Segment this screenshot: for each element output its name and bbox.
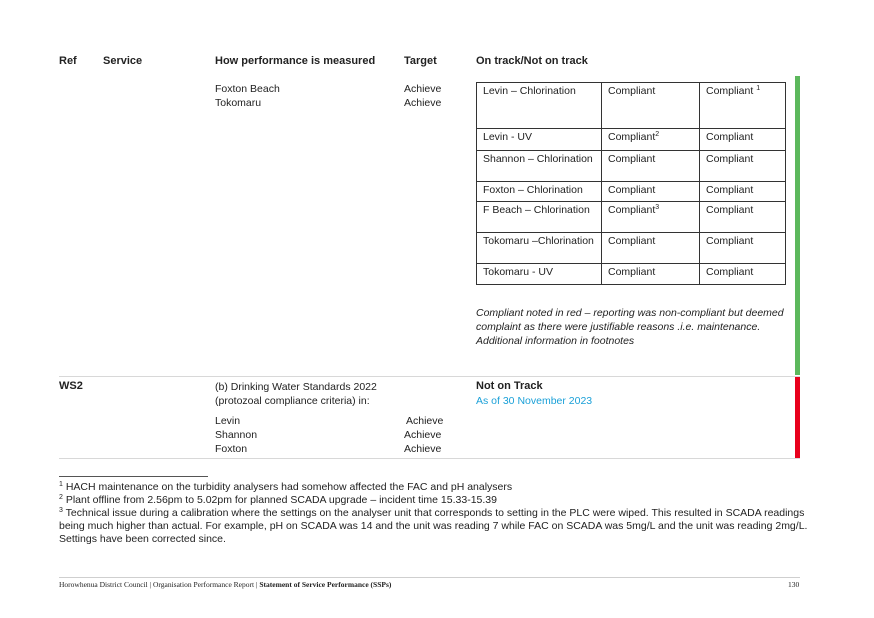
status-bar-not-on-track xyxy=(795,377,800,458)
footnote xyxy=(59,520,819,533)
compliance-value: Compliant xyxy=(706,85,754,97)
compliance-value: Compliant xyxy=(706,235,754,247)
compliance-value: Compliant xyxy=(706,204,754,216)
footnotes xyxy=(59,481,819,546)
compliance-status xyxy=(602,151,700,182)
site-name: Foxton xyxy=(215,443,248,455)
status-label: Not on Track xyxy=(476,380,543,392)
compliance-value: Compliant xyxy=(608,266,656,278)
footnote-text: Technical issue during a calibration where the settings on the analyser unit that corresponds to setting in the PLC were wiped. This resulted in SCADA readings xyxy=(65,507,805,519)
target-value: Achieve xyxy=(404,443,442,455)
compliance-status xyxy=(602,129,700,151)
footnote-number: 2 xyxy=(59,494,63,501)
compliance-status xyxy=(700,264,786,285)
compliance-value: Compliant xyxy=(608,204,656,216)
footer-org: Horowhenua District Council | Organisation Performance Report | xyxy=(59,580,260,589)
compliance-row xyxy=(477,129,786,151)
row-divider xyxy=(59,376,800,377)
compliance-value: Compliant xyxy=(706,153,754,165)
compliance-status xyxy=(700,129,786,151)
compliance-table xyxy=(476,82,786,285)
footnote-number: 1 xyxy=(59,481,63,488)
compliance-row xyxy=(477,83,786,129)
site-name: F Beach – Chlorination xyxy=(477,202,602,233)
compliance-row xyxy=(477,233,786,264)
compliance-status xyxy=(602,264,700,285)
compliance-row xyxy=(477,202,786,233)
site-name: Shannon – Chlorination xyxy=(477,151,602,182)
note-line: complaint as there were justifiable reasons .i.e. maintenance. xyxy=(476,321,761,333)
footer-divider xyxy=(59,577,800,578)
compliance-status xyxy=(602,83,700,129)
status-date: As of 30 November 2023 xyxy=(476,395,593,407)
note-line: Compliant noted in red – reporting was non-compliant but deemed xyxy=(476,307,784,319)
compliance-value: Compliant xyxy=(608,184,656,196)
footnote-text: being much higher than actual. For example, pH on SCADA was 14 and the unit was reading 7 while FAC on SCADA was 5mg/L and the unit was reading 2mg/L. xyxy=(59,520,808,532)
compliance-row xyxy=(477,182,786,202)
footnote-text: Settings have been corrected since. xyxy=(59,533,226,545)
compliance-value: Compliant xyxy=(608,131,656,143)
header-target: Target xyxy=(404,55,437,67)
footer-section-title: Statement of Service Performance (SSPs) xyxy=(259,580,392,589)
measure-line: (b) Drinking Water Standards 2022 xyxy=(215,381,377,393)
row-divider xyxy=(59,458,800,459)
footnote-ref: 3 xyxy=(655,204,660,211)
footnote-ref: 2 xyxy=(655,131,660,138)
footnote xyxy=(59,481,819,494)
status-bar-on-track xyxy=(795,76,800,375)
compliance-value: Compliant xyxy=(706,131,754,143)
compliance-status xyxy=(700,233,786,264)
site-name: Levin - UV xyxy=(477,129,602,151)
measure-item: Foxton Beach xyxy=(215,83,280,95)
footnote-number: 3 xyxy=(59,507,63,514)
site-name: Foxton – Chlorination xyxy=(477,182,602,202)
target-value: Achieve xyxy=(404,83,442,95)
site-name: Tokomaru –Chlorination xyxy=(477,233,602,264)
footer-text xyxy=(59,580,391,589)
compliance-status xyxy=(700,182,786,202)
header-measure: How performance is measured xyxy=(215,55,376,67)
footnote xyxy=(59,533,819,546)
footnote-text: HACH maintenance on the turbidity analysers had somehow affected the FAC and pH analysers xyxy=(65,481,513,493)
header-service: Service xyxy=(103,55,143,67)
compliance-value: Compliant xyxy=(706,184,754,196)
compliance-value: Compliant xyxy=(608,153,656,165)
compliance-status xyxy=(602,233,700,264)
ref-ws2: WS2 xyxy=(59,380,83,392)
compliance-value: Compliant xyxy=(706,266,754,278)
compliance-value: Compliant xyxy=(608,235,656,247)
compliance-status xyxy=(602,182,700,202)
site-name: Levin xyxy=(215,415,241,427)
compliance-note xyxy=(476,306,784,348)
compliance-status xyxy=(700,83,786,129)
compliance-status xyxy=(700,202,786,233)
header-ref: Ref xyxy=(59,55,77,67)
footnote-ref: 1 xyxy=(756,85,761,92)
note-line: Additional information in footnotes xyxy=(476,335,635,347)
footnote xyxy=(59,507,819,520)
page-number: 130 xyxy=(788,580,800,589)
header-status: On track/Not on track xyxy=(476,55,588,67)
compliance-value: Compliant xyxy=(608,85,656,97)
site-name: Tokomaru - UV xyxy=(477,264,602,285)
footnote xyxy=(59,494,819,507)
target-value: Achieve xyxy=(404,97,442,109)
compliance-row xyxy=(477,151,786,182)
measure-line: (protozoal compliance criteria) in: xyxy=(215,395,370,407)
compliance-status xyxy=(602,202,700,233)
site-name: Levin – Chlorination xyxy=(477,83,602,129)
measure-item: Tokomaru xyxy=(215,97,262,109)
target-value: Achieve xyxy=(406,415,444,427)
footnote-text: Plant offline from 2.56pm to 5.02pm for planned SCADA upgrade – incident time 15.33-15.39 xyxy=(65,494,497,506)
target-value: Achieve xyxy=(404,429,442,441)
compliance-status xyxy=(700,151,786,182)
compliance-row xyxy=(477,264,786,285)
footnote-rule xyxy=(59,476,208,477)
site-name: Shannon xyxy=(215,429,258,441)
